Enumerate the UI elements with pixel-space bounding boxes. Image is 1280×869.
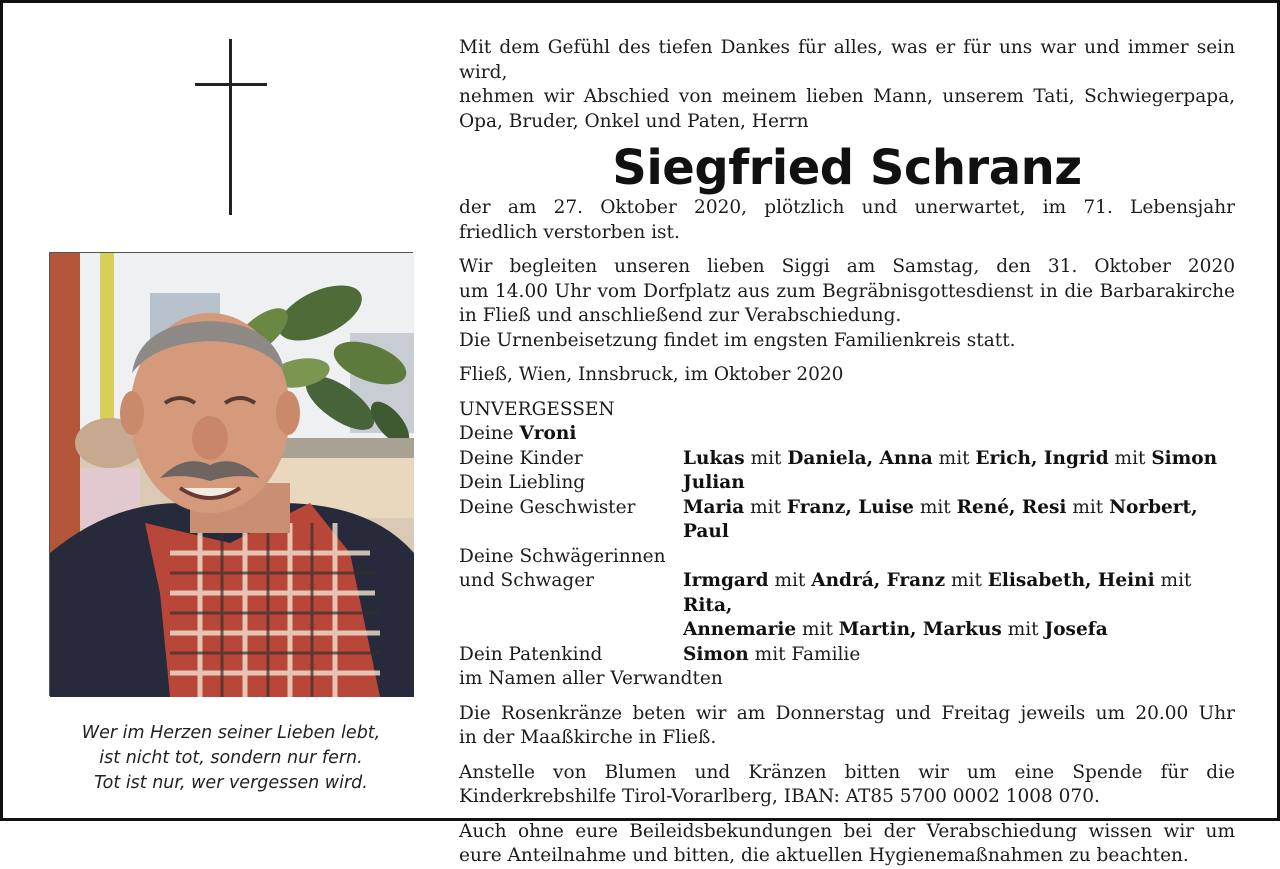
connector-text: mit: [1066, 496, 1110, 518]
godchild-label: Dein Patenkind: [459, 643, 603, 665]
godchild-names: [683, 643, 1235, 668]
inlaws-row-3: [459, 618, 1235, 643]
deceased-name: Siegfried Schranz: [612, 140, 1082, 196]
connector-text: mit: [796, 619, 839, 640]
inlaws-row-1: [459, 545, 1235, 570]
memorial-quote: [43, 721, 419, 796]
person-name: Martin, Markus: [838, 619, 1002, 640]
person-name: Simon: [1151, 447, 1218, 469]
person-name: Simon: [683, 643, 749, 665]
quote-line: ist nicht tot, sondern nur fern.: [99, 748, 363, 768]
intro-line: nehmen wir Abschied von meinem lieben Mann, unserem Tati, Schwiegerpapa,: [459, 86, 1235, 107]
notice-text: [459, 36, 1235, 869]
connector-text: mit: [1154, 570, 1192, 591]
quote-line: Tot ist nur, wer vergessen wird.: [94, 773, 368, 793]
portrait-photo: [49, 252, 413, 696]
funeral-line: um 14.00 Uhr vom Dorfplatz aus zum Begräbnisgottesdienst in die Barbarakirche: [459, 280, 1235, 302]
person-name: Irmgard: [683, 570, 769, 591]
death-line: friedlich verstorben ist.: [459, 221, 680, 243]
person-name: René, Resi: [956, 496, 1067, 518]
wife-line: [459, 422, 1235, 447]
favorite-row: [459, 471, 1235, 496]
inlaws-row-2: [459, 569, 1235, 618]
wife-name: Vroni: [519, 423, 577, 444]
inlaws-label: und Schwager: [459, 570, 595, 591]
quote-line: Wer im Herzen seiner Lieben lebt,: [81, 723, 381, 743]
rosary-line: Die Rosenkränze beten wir am Donnerstag und Freitag jeweils um 20.00 Uhr: [459, 702, 1235, 724]
person-name: Franz, Luise: [786, 496, 914, 518]
godchild-row: [459, 643, 1235, 668]
favorite-label: Dein Liebling: [459, 472, 586, 493]
unvergessen-heading: UNVERGESSEN: [459, 398, 615, 420]
person-name: Norbert, Paul: [683, 496, 1198, 542]
person-name: Elisabeth, Heini: [987, 570, 1155, 591]
intro-line: Mit dem Gefühl des tiefen Dankes für alles, was er für uns war und immer sein wird,: [459, 37, 1235, 83]
relatives-line: im Namen aller Verwandten: [459, 668, 723, 689]
connector-text: mit: [932, 447, 976, 469]
connector-text: mit: [945, 570, 988, 591]
person-name: Erich, Ingrid: [975, 447, 1109, 469]
children-label: Deine Kinder: [459, 447, 583, 469]
cross-icon: [195, 39, 267, 215]
connector-text: mit Familie: [748, 643, 861, 665]
inlaws-names: [683, 569, 1235, 618]
inlaws-names: [683, 618, 1235, 643]
donation-line: Anstelle von Blumen und Kränzen bitten wir um eine Spende für die: [459, 761, 1235, 783]
children-names: [683, 447, 1235, 472]
person-name: Josefa: [1044, 619, 1108, 640]
hygiene-line: eure Anteilnahme und bitten, die aktuellen Hygienemaßnahmen zu beachten.: [459, 845, 1189, 866]
person-name: Lukas: [683, 447, 745, 469]
donation-line: Kinderkrebshilfe Tirol-Vorarlberg, IBAN: AT85 5700 0002 1008 070.: [459, 786, 1100, 807]
siblings-label: Deine Geschwister: [459, 496, 636, 518]
place-date: Fließ, Wien, Innsbruck, im Oktober 2020: [459, 364, 844, 385]
connector-text: mit: [744, 496, 787, 518]
connector-text: mit: [768, 570, 812, 591]
inlaws-label: Deine Schwägerinnen: [459, 545, 666, 567]
connector-text: mit: [1108, 447, 1152, 469]
siblings-row: [459, 496, 1235, 545]
funeral-line: in Fließ und anschließend zur Verabschiedung.: [459, 305, 902, 326]
death-line: der am 27. Oktober 2020, plötzlich und unerwartet, im 71. Lebensjahr: [459, 197, 1235, 218]
hygiene-line: Auch ohne eure Beileidsbekundungen bei der Verabschiedung wissen wir um: [459, 820, 1235, 842]
siblings-names: [683, 496, 1235, 545]
intro-line: Opa, Bruder, Onkel und Paten, Herrn: [459, 110, 809, 132]
children-row: [459, 447, 1235, 472]
funeral-line: Die Urnenbeisetzung findet im engsten Familienkreis statt.: [459, 329, 1016, 351]
person-name: Maria: [683, 496, 745, 518]
favorite-name: Julian: [683, 472, 745, 493]
connector-text: mit: [744, 447, 788, 469]
rosary-line: in der Maaßkirche in Fließ.: [459, 727, 717, 748]
connector-text: mit: [1001, 619, 1045, 640]
person-name: Annemarie: [683, 619, 797, 640]
person-name: Rita,: [683, 594, 733, 616]
funeral-line: Wir begleiten unseren lieben Siggi am Samstag, den 31. Oktober 2020: [459, 256, 1235, 277]
wife-prefix: Deine: [459, 423, 520, 444]
connector-text: mit: [913, 496, 957, 518]
person-name: Andrá, Franz: [811, 570, 946, 591]
person-name: Daniela, Anna: [787, 447, 933, 469]
